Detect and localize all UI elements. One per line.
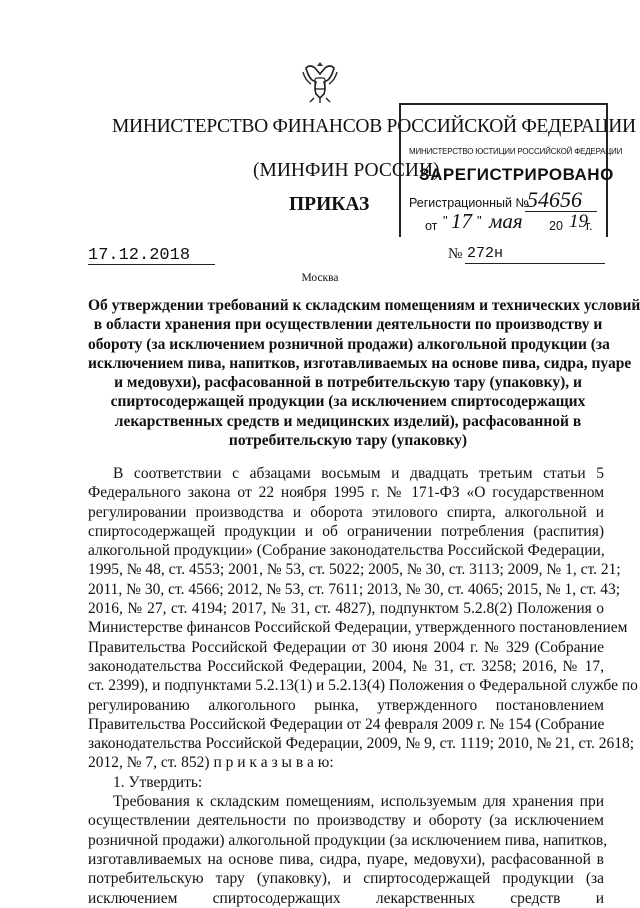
stamp-reg-number-label: Регистрационный № (409, 196, 529, 210)
document-city: Москва (301, 272, 339, 284)
stamp-day: 17 (451, 209, 472, 233)
body-line: Требования к складским помещениям, используемым для хранения при (113, 793, 604, 811)
body-line: потребительскую тару (упаковку), и спиртосодержащей продукции (за (88, 870, 604, 888)
date-underline (88, 264, 215, 265)
document-body (88, 464, 638, 908)
body-line: Правительства Российской Федерации от 24 февраля 2009 г. № 154 (Собрание (88, 715, 605, 733)
body-line: регулированию алкогольного рынка, утвержденного постановлением (88, 696, 604, 714)
title-line: потребительскую тару (упаковку) (228, 432, 468, 450)
coat-of-arms-emblem-icon (300, 58, 340, 104)
document-date: 17.12.2018 (88, 246, 191, 265)
title-line: обороту (за исключением розничной продажи) алкогольной продукции (за (88, 335, 610, 353)
body-line: исключением спиртосодержащих лекарственных средств и (88, 889, 604, 907)
body-line: Министерстве финансов Российской Федерации, утвержденного постановлением (88, 619, 628, 637)
document-number-label: № (448, 246, 463, 262)
body-line: спиртосодержащей продукции и об ограничении потребления (распития) (88, 522, 604, 540)
stamp-ministry-of-justice: МИНИСТЕРСТВО ЮСТИЦИИ РОССИЙСКОЙ ФЕДЕРАЦИИ (409, 147, 623, 156)
title-line: в области хранения при осуществлении деятельности по производству и (93, 316, 603, 334)
stamp-from-label: от (425, 219, 438, 233)
title-line: лекарственных средств и медицинских изделий), расфасованной в (114, 412, 582, 430)
body-line: розничной продажи) алкогольной продукции (за исключением пива, напитков, (88, 831, 608, 849)
document-number: 272н (467, 245, 504, 262)
stamp-reg-number: 54656 (527, 187, 582, 212)
number-underline (465, 263, 605, 264)
body-line: изготавливаемых на основе пива, сидра, пуаре, медовухи), расфасованной в (88, 850, 604, 868)
body-line: 1. Утвердить: (113, 773, 203, 791)
body-line: Федерального закона от 22 ноября 1995 г. № 171-ФЗ «О государственном (88, 484, 604, 502)
title-line: Об утверждении требований к складским помещениям и технических условий (88, 297, 640, 314)
stamp-year-label: г. (586, 219, 593, 233)
body-line: законодательства Российской Федерации, 2009, № 9, ст. 1119; 2010, № 21, ст. 2618; (88, 735, 635, 753)
body-line: регулировании производства и оборота этилового спирта, алкогольной и (88, 503, 604, 521)
body-line: законодательства Российской Федерации, 2004, № 31, ст. 3258; 2016, № 17, (88, 657, 604, 675)
stamp-month: мая (489, 209, 523, 233)
body-line: 1995, № 48, ст. 4553; 2001, № 53, ст. 5022; 2005, № 30, ст. 3113; 2009, № 1, ст. 21; (88, 561, 621, 579)
body-line: 2011, № 30, ст. 4566; 2012, № 53, ст. 7611; 2013, № 30, ст. 4065; 2015, № 1, ст. 43; (88, 580, 621, 598)
body-line: ст. 2399), и подпунктами 5.2.13(1) и 5.2.13(4) Положения о Федеральной службе по (88, 677, 638, 695)
stamp-registered: ЗАРЕГИСТРИРОВАНО (419, 165, 614, 184)
stamp-year-suffix: 19 (569, 211, 588, 232)
ministry-name: МИНИСТЕРСТВО ФИНАНСОВ РОССИЙСКОЙ ФЕДЕРАЦИИ (112, 116, 636, 137)
body-line: Правительства Российской Федерации от 30 июня 2004 г. № 329 (Собрание (88, 638, 604, 656)
registration-stamp (399, 103, 623, 237)
stamp-year-prefix: 20 (549, 219, 563, 233)
body-line: осуществлении деятельности по производству и обороту (за исключением (88, 812, 604, 830)
stamp-quote-open: " (443, 213, 448, 228)
order-heading: ПРИКАЗ (289, 194, 370, 215)
body-line: алкогольной продукции» (Собрание законодательства Российской Федерации, (88, 542, 605, 560)
ministry-abbreviation: (МИНФИН РОССИИ) (253, 160, 440, 181)
title-line: и медовухи), расфасованной в потребительскую тару (упаковку), и (114, 374, 582, 392)
title-line: спиртосодержащей продукции (за исключением спиртосодержащих (110, 393, 586, 411)
stamp-quote-close: " (477, 213, 482, 228)
title-line: исключением пива, напитков, изготавливаемых на основе пива, сидра, пуаре (88, 354, 632, 372)
body-line: В соответствии с абзацами восьмым и двадцать третьим статьи 5 (113, 465, 604, 482)
body-line: 2016, № 27, ст. 4194; 2017, № 31, ст. 4827), подпунктом 5.2.8(2) Положения о (88, 600, 604, 618)
document-title (88, 296, 640, 450)
body-line: 2012, № 7, ст. 852) п р и к а з ы в а ю: (88, 754, 334, 772)
